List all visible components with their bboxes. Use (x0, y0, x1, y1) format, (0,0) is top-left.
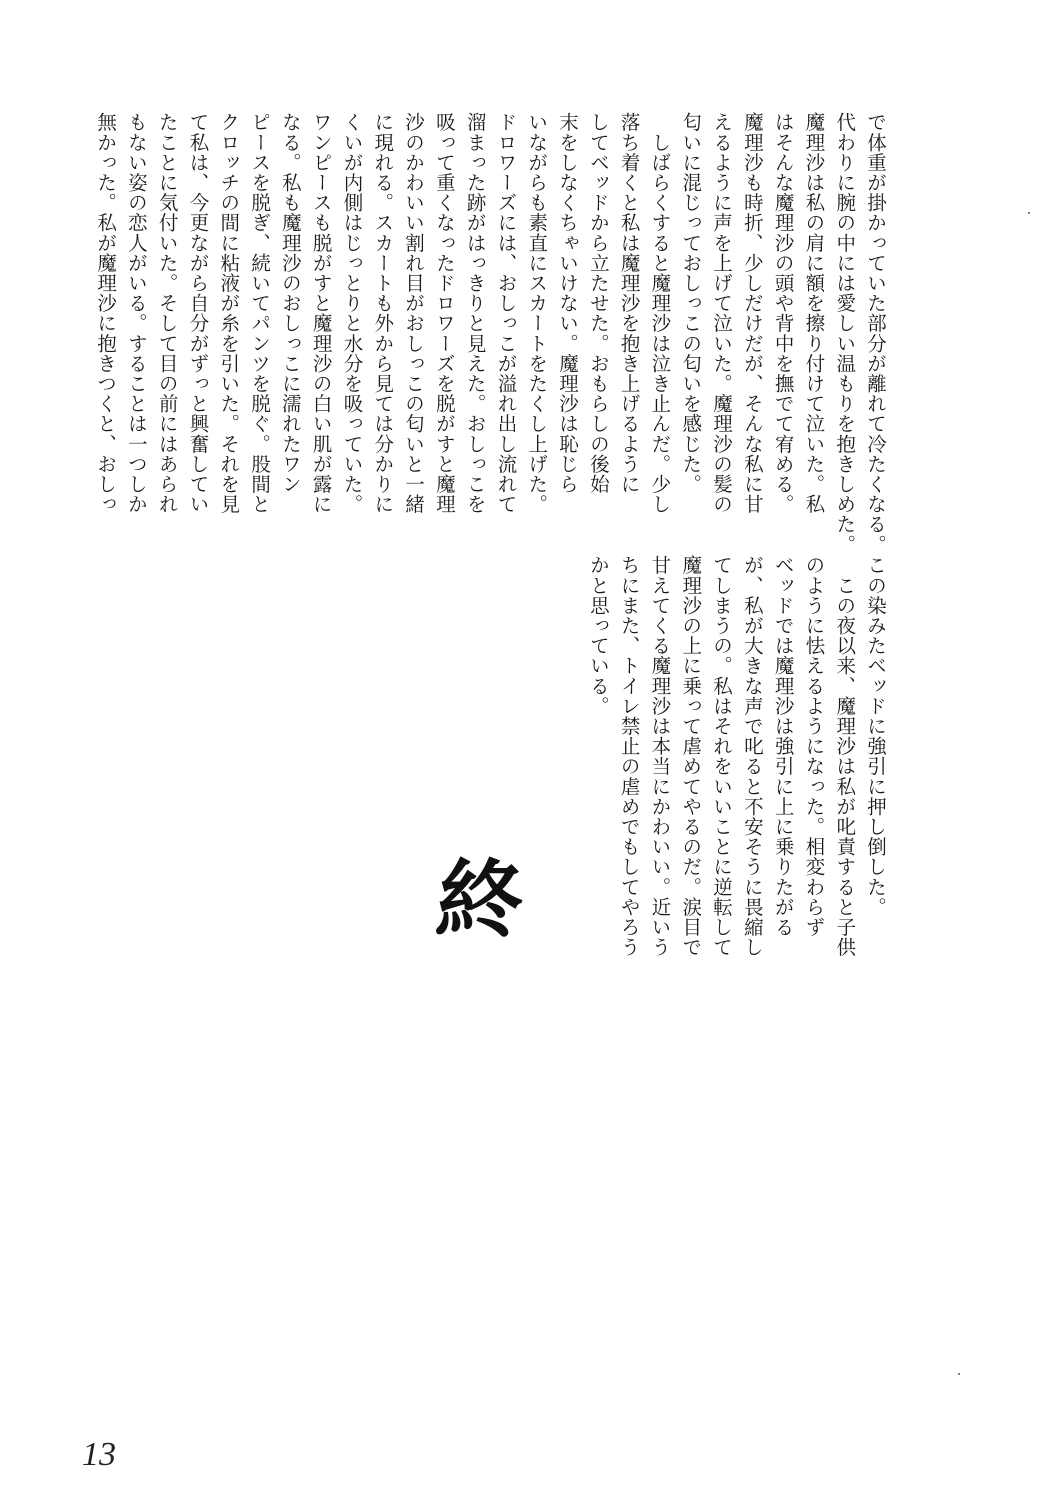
text-column: 代わりに腕の中には愛しい温もりを抱きしめた。 (833, 112, 857, 555)
story-text-upper (89, 112, 890, 555)
text-column: ちにまた、トイレ禁止の虐めでもしてやろう (617, 555, 641, 957)
text-column: 落ち着くと私は魔理沙を抱き上げるように (617, 112, 641, 494)
text-column: のように怯えるようになった。相変わらず (802, 555, 826, 937)
speck (1028, 212, 1030, 214)
text-column: えるように声を上げて泣いた。魔理沙の髪の (710, 112, 734, 514)
text-column: ワンピースも脱がすと魔理沙の白い肌が露に (309, 112, 333, 514)
text-column: なる。私も魔理沙のおしっこに濡れたワン (278, 112, 302, 494)
text-column: 無かった。私が魔理沙に抱きつくと、おしっ (94, 112, 118, 514)
text-column: に現れる。スカートも外から見ては分かりに (371, 112, 395, 514)
text-column: くいが内側はじっとりと水分を吸っていた。 (340, 112, 364, 514)
text-column: 吸って重くなったドロワーズを脱がすと魔理 (432, 112, 456, 514)
story-text-lower (582, 555, 890, 955)
text-column: 末をしなくちゃいけない。魔理沙は恥じら (556, 112, 580, 494)
text-column: が、私が大きな声で叱ると不安そうに畏縮し (740, 555, 764, 957)
text-column: 甘えてくる魔理沙は本当にかわいい。近いう (648, 555, 672, 957)
text-column: この夜以来、魔理沙は私が叱責すると子供 (833, 555, 857, 957)
text-column: もない姿の恋人がいる。することは一つしか (124, 112, 148, 514)
text-column: 魔理沙の上に乗って虐めてやるのだ。涙目で (679, 555, 703, 957)
text-column: クロッチの間に粘液が糸を引いた。それを見 (217, 112, 241, 514)
speck (958, 1373, 960, 1375)
text-column: かと思っている。 (586, 555, 610, 716)
text-column: 沙のかわいい割れ目がおしっこの匂いと一緒 (402, 112, 426, 514)
page-number: 13 (82, 1436, 116, 1473)
ending-mark: 終 (431, 850, 529, 951)
text-column: ベッドでは魔理沙は強引に上に乗りたがる (771, 555, 795, 937)
text-column: で体重が掛かっていた部分が離れて冷たくなる。 (864, 112, 887, 555)
text-column: してベッドから立たせた。おもらしの後始 (586, 112, 610, 494)
text-column: ピースを脱ぎ、続いてパンツを脱ぐ。股間と (248, 112, 272, 514)
text-column: はそんな魔理沙の頭や背中を撫でて宥める。 (771, 112, 795, 514)
text-column: たことに気付いた。そして目の前にはあられ (155, 112, 179, 514)
text-column: 魔理沙は私の肩に額を擦り付けて泣いた。私 (802, 112, 826, 514)
text-column: いながらも素直にスカートをたくし上げた。 (525, 112, 549, 514)
text-column: この染みたベッドに強引に押し倒した。 (864, 555, 887, 917)
text-column: 溜まった跡がはっきりと見えた。おしっこを (463, 112, 487, 514)
text-column: しばらくすると魔理沙は泣き止んだ。少し (648, 112, 672, 514)
text-column: てしまうの。私はそれをいいことに逆転して (710, 555, 734, 957)
text-column: 魔理沙も時折、少しだけだが、そんな私に甘 (740, 112, 764, 514)
text-column: ドロワーズには、おしっこが溢れ出し流れて (494, 112, 518, 514)
text-column: て私は、今更ながら自分がずっと興奮してい (186, 112, 210, 514)
text-column: 匂いに混じっておしっこの匂いを感じた。 (679, 112, 703, 494)
